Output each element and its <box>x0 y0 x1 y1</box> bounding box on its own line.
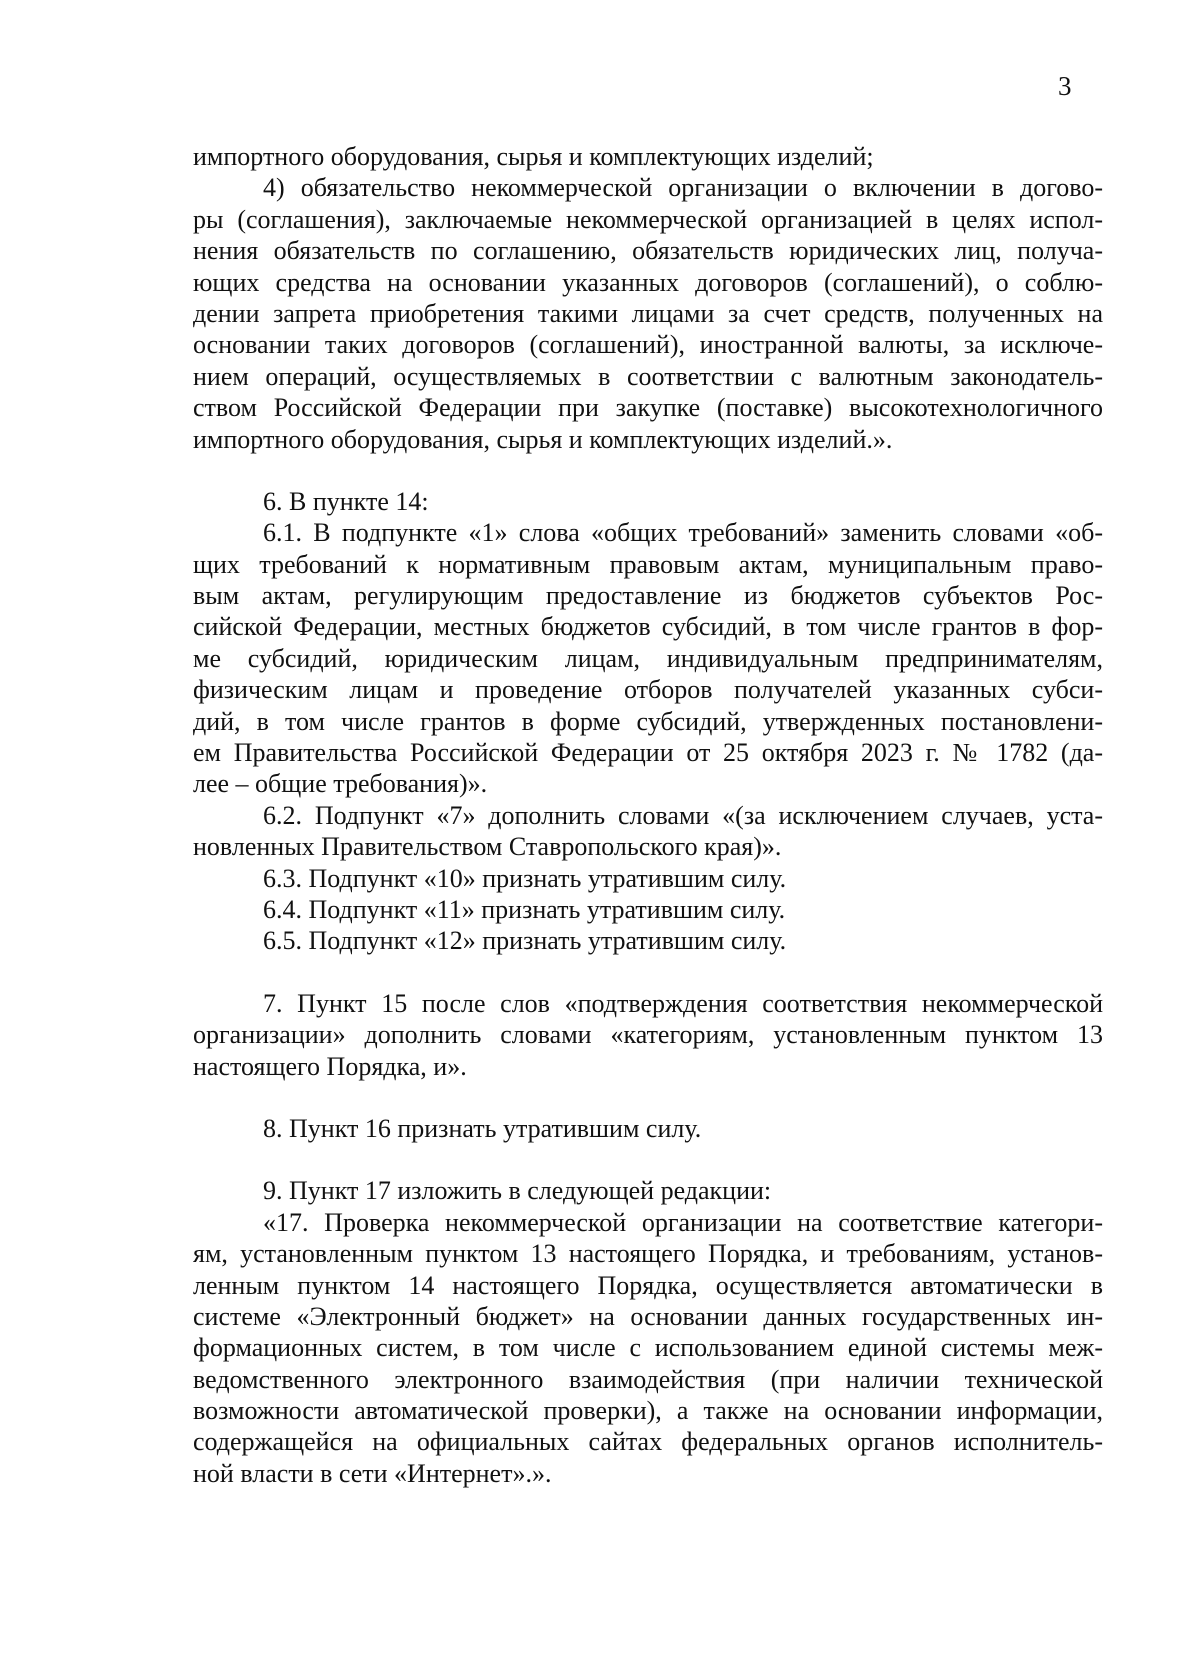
text-line: новленных Правительством Ставропольского края)». <box>193 832 782 862</box>
text-line: импортного оборудования, сырья и комплектующих изделий.». <box>193 424 893 454</box>
text-line: лее – общие требования)». <box>193 769 488 799</box>
paragraph-gap <box>193 957 1103 988</box>
text-line: 6.3. Подпункт «10» признать утратившим силу. <box>263 863 787 893</box>
text-line: сийской Федерации, местных бюджетов субсидий, в том числе грантов в фор- <box>193 612 1103 642</box>
text-line: вым актам, регулирующим предоставление из бюджетов субъектов Рос- <box>193 581 1103 611</box>
text-line: ведомственного электронного взаимодействия (при наличии технической <box>193 1364 1103 1394</box>
text-line: 6.5. Подпункт «12» признать утратившим силу. <box>263 926 787 956</box>
text-line: ством Российской Федерации при закупке (поставке) высокотехнологичного <box>193 393 1103 423</box>
paragraph-gap <box>193 1082 1103 1113</box>
page-number: 3 <box>1058 71 1072 101</box>
text-line: ям, установленным пунктом 13 настоящего Порядка, и требованиям, установ- <box>193 1239 1103 1269</box>
text-line: дий, в том числе грантов в форме субсидий, утвержденных постановлени- <box>193 706 1103 736</box>
text-line: 6.4. Подпункт «11» признать утратившим силу. <box>263 894 786 924</box>
text-line: импортного оборудования, сырья и комплектующих изделий; <box>193 142 874 171</box>
text-line: 7. Пункт 15 после слов «подтверждения соответствия некоммерческой <box>263 988 1103 1018</box>
paragraph-gap <box>193 1144 1103 1175</box>
paragraph-gap <box>193 455 1103 486</box>
text-line: 8. Пункт 16 признать утратившим силу. <box>263 1113 702 1143</box>
text-line: основании таких договоров (соглашений), иностранной валюты, за исключе- <box>193 330 1103 360</box>
text-line: формационных систем, в том числе с использованием единой системы меж- <box>193 1333 1103 1363</box>
text-line: «17. Проверка некоммерческой организации на соответствие категори- <box>263 1207 1103 1237</box>
text-line: ем Правительства Российской Федерации от 25 октября 2023 г. № 1782 (да- <box>193 738 1103 768</box>
text-line: содержащейся на официальных сайтах федеральных органов исполнитель- <box>193 1427 1103 1457</box>
text-line: системе «Электронный бюджет» на основании данных государственных ин- <box>193 1301 1103 1331</box>
text-line: щих требований к нормативным правовым актам, муниципальным право- <box>193 549 1103 579</box>
text-line: 6.1. В подпункте «1» слова «общих требований» заменить словами «об- <box>263 518 1103 548</box>
text-line: нием операций, осуществляемых в соответствии с валютным законодатель- <box>193 361 1103 391</box>
text-line: ной власти в сети «Интернет».». <box>193 1458 552 1488</box>
text-line: ющих средства на основании указанных договоров (соглашений), о соблю- <box>193 267 1103 297</box>
text-line: 4) обязательство некоммерческой организации о включении в догово- <box>263 173 1103 203</box>
text-line: возможности автоматической проверки), а также на основании информации, <box>193 1396 1103 1426</box>
text-line: ленным пунктом 14 настоящего Порядка, осуществляется автоматически в <box>193 1270 1103 1300</box>
text-line: 9. Пункт 17 изложить в следующей редакции: <box>263 1176 772 1206</box>
section-heading: 6. В пункте 14: <box>263 486 429 516</box>
text-line: ры (соглашения), заключаемые некоммерческой организацией в целях испол- <box>193 204 1103 234</box>
document-body <box>193 141 1103 1489</box>
text-line: дении запрета приобретения такими лицами за счет средств, полученных на <box>193 298 1103 328</box>
text-line: ме субсидий, юридическим лицам, индивидуальным предпринимателям, <box>193 643 1103 673</box>
text-line: организации» дополнить словами «категориям, установленным пунктом 13 <box>193 1020 1103 1050</box>
text-line: физическим лицам и проведение отборов получателей указанных субси- <box>193 675 1103 705</box>
text-line: 6.2. Подпункт «7» дополнить словами «(за исключением случаев, уста- <box>263 800 1103 830</box>
text-line: нения обязательств по соглашению, обязательств юридических лиц, получа- <box>193 236 1103 266</box>
text-line: настоящего Порядка, и». <box>193 1051 467 1081</box>
